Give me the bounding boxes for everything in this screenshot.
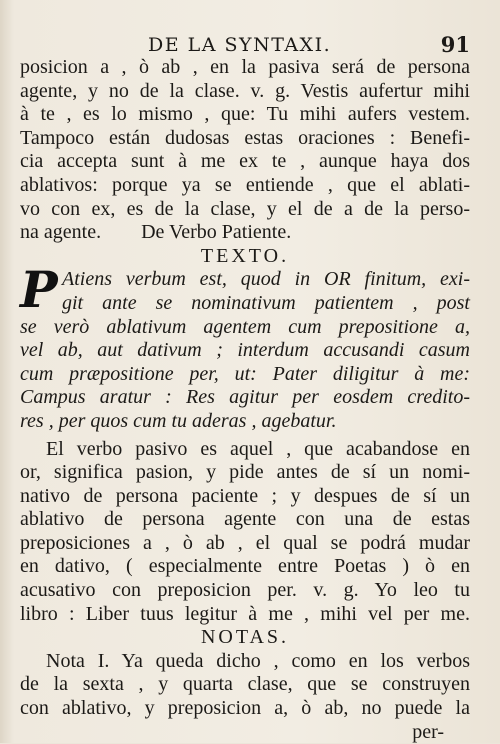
text-line: or, significa pasion, y pide antes de sí un nomi-: [20, 461, 470, 484]
text-line: na agente. De Verbo Patiente.: [20, 221, 292, 244]
text-line: cum præpositione per, ut: Pater diligitur à me:: [20, 362, 470, 385]
page-number: 91: [440, 32, 470, 57]
text-line: ablativo de persona agente con una de estas: [20, 508, 470, 531]
page-header: [20, 30, 470, 56]
text-line: en dativo, ( especialmente entre Poetas ) ò en: [20, 555, 470, 578]
text-line: Tampoco están dudosas estas oraciones : Benefi-: [20, 126, 470, 149]
text-line: res , per quos cum tu aderas , agebatur.: [20, 409, 337, 432]
paragraph-notas: [20, 650, 470, 744]
paragraph-spanish: [20, 438, 470, 627]
text-line-content: Atiens verbum est, quod in OR finitum, exi-: [62, 268, 470, 291]
text-line: se verò ablativum agentem cum prepositione a,: [20, 315, 470, 338]
heading-texto: TEXTO.: [200, 244, 290, 267]
text-line: posicion a , ò ab , en la pasiva será de persona: [20, 56, 470, 78]
text-line: cia accepta sunt à me ex te , aunque haya dos: [20, 150, 470, 173]
text-line: de la sexta , y quarta clase, que se construyen: [20, 673, 470, 696]
text-line: git ante se nominativum patientem , post: [62, 291, 470, 314]
text-line: El verbo pasivo es aquel , que acabandose en: [46, 437, 470, 460]
text-line: vel ab, aut dativum ; interdum accusandi casum: [20, 339, 470, 362]
text-line: libro : Liber tuus legitur à me , mihi vel per me.: [20, 602, 470, 625]
heading-notas: NOTAS.: [200, 626, 290, 649]
paragraph-latin: [20, 260, 470, 433]
text-line: preposiciones a , ò ab , el qual se podrá mudar: [20, 531, 470, 554]
catchword: per-: [412, 720, 444, 743]
text-line: Campus aratur : Res agitur per eosdem credito-: [20, 386, 470, 409]
text-line: con ablativo, y preposicion a, ò ab, no puede la: [20, 697, 470, 720]
text-line: acusativo con preposicion per. v. g. Yo leo tu: [20, 579, 470, 602]
text-line: ablativos: porque ya se entiende , que el ablati-: [20, 173, 470, 196]
drop-cap: P: [20, 260, 58, 320]
running-head: DE LA SYNTAXI.: [148, 34, 332, 56]
text-line: nativo de persona paciente ; y despues de sí un: [20, 484, 470, 507]
text-line: vo con ex, es de la clase, y el de a de la perso-: [20, 197, 470, 220]
text-line: à te , es lo mismo , que: Tu mihi aufers vestem.: [20, 103, 470, 126]
text-line: agente, y no de la clase. v. g. Vestis aufertur mihi: [20, 79, 470, 102]
text-line: Nota I. Ya queda dicho , como en los verbos: [46, 649, 470, 672]
paragraph-intro: [20, 56, 470, 245]
